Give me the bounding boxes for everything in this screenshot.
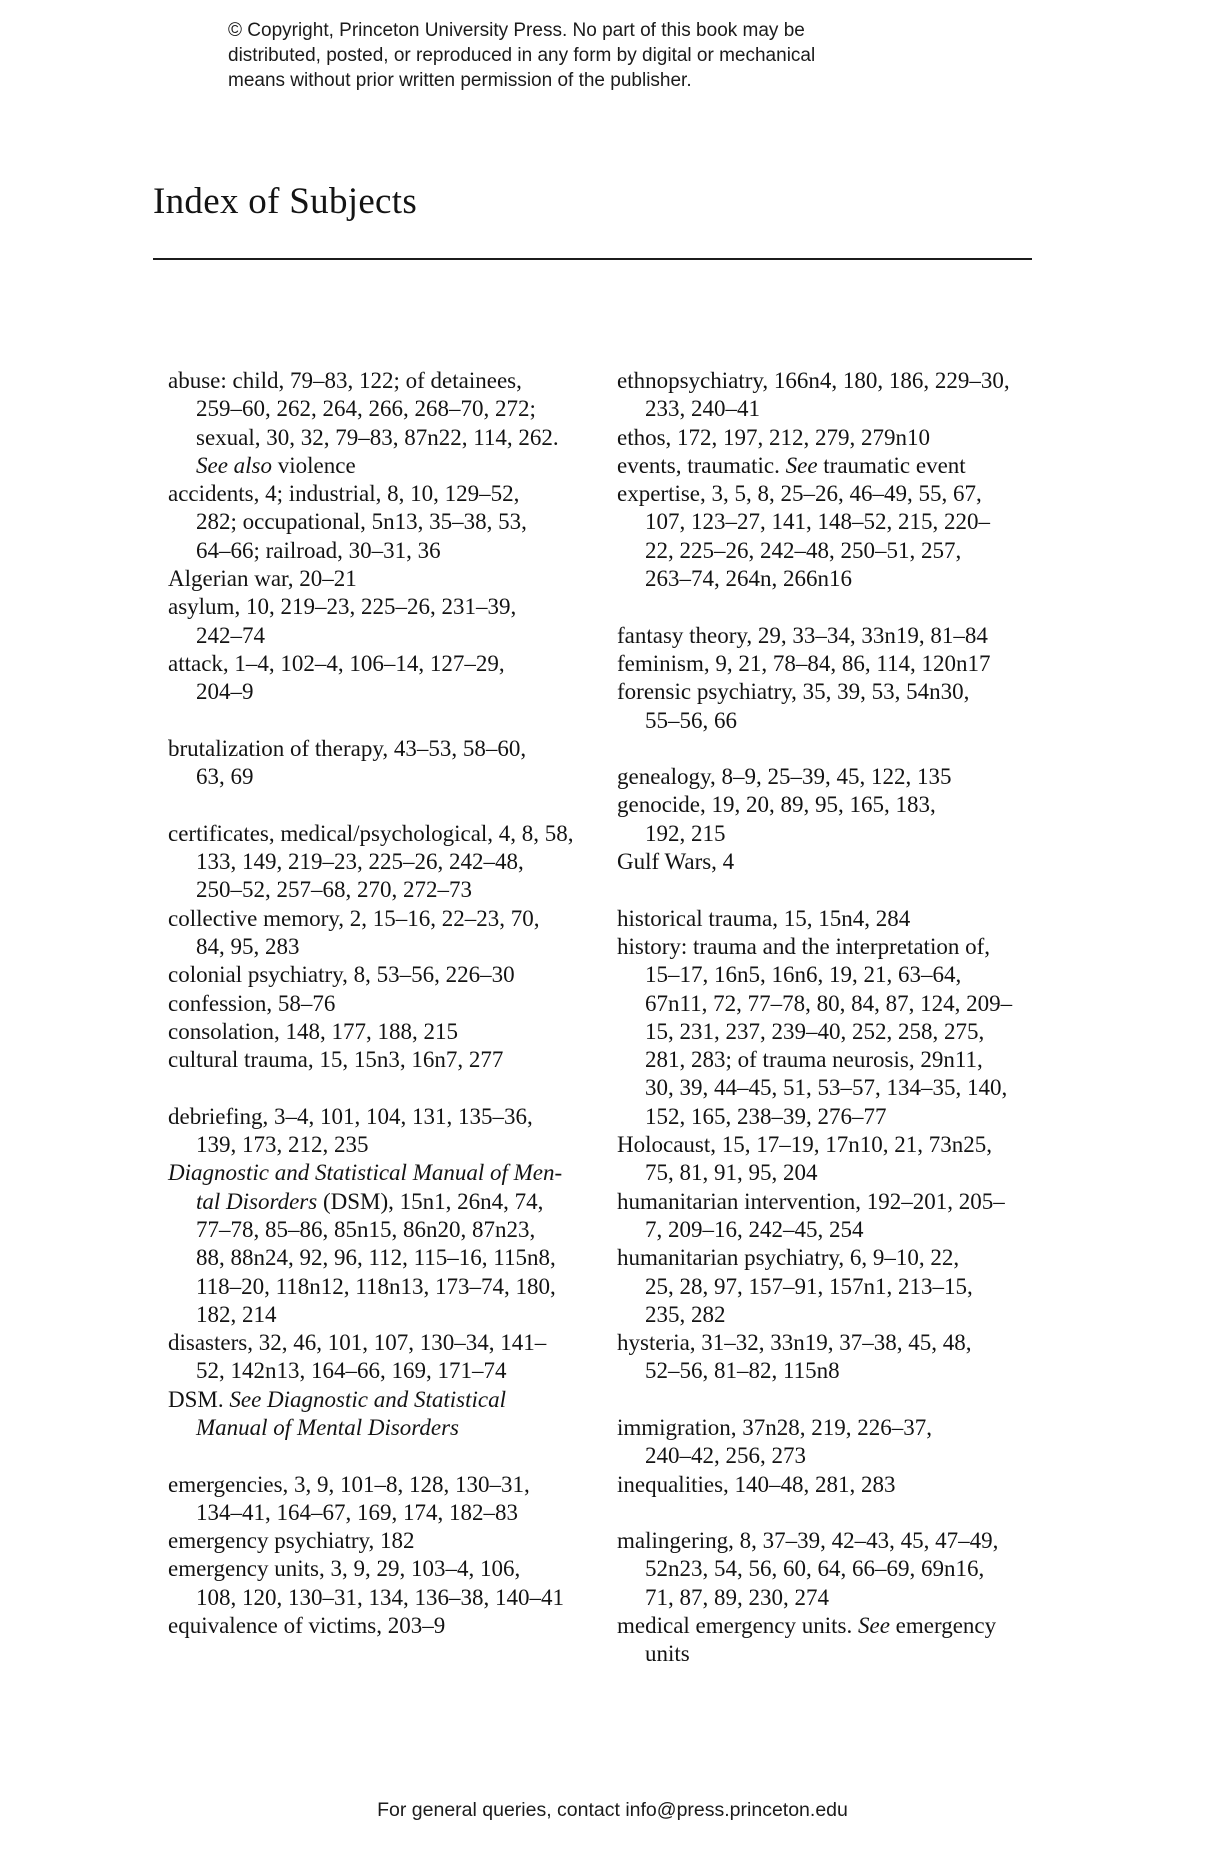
page-title: Index of Subjects [153, 181, 418, 222]
index-line [168, 1301, 598, 1329]
index-line-segment: 71, 87, 89, 230, 274 [645, 1584, 829, 1610]
index-line-segment: medical emergency units. [617, 1613, 858, 1639]
index-line-italic-segment: Manual of Mental Disorders [196, 1414, 459, 1440]
index-line-segment: genocide, 19, 20, 89, 95, 165, 183, [617, 792, 936, 818]
index-line-segment: 25, 28, 97, 157–91, 157n1, 213–15, [645, 1273, 973, 1299]
index-line [168, 1159, 598, 1187]
index-line [617, 650, 1087, 678]
index-line-segment: 30, 39, 44–45, 51, 53–57, 134–35, 140, [645, 1075, 1008, 1101]
index-line [168, 1471, 598, 1499]
copyright-notice-line: distributed, posted, or reproduced in any form by digital or mechanical [228, 45, 816, 66]
index-line [168, 961, 598, 989]
index-line-segment: equivalence of victims, 203–9 [168, 1613, 446, 1639]
index-line-segment: history: trauma and the interpretation of, [617, 933, 990, 959]
index-line [168, 1216, 598, 1244]
index-line [168, 735, 598, 763]
index-line-segment: Holocaust, 15, 17–19, 17n10, 21, 73n25, [617, 1132, 993, 1158]
index-line [617, 508, 1087, 536]
index-line-segment: consolation, 148, 177, 188, 215 [168, 1018, 459, 1044]
index-line [168, 395, 598, 423]
index-line-segment: 282; occupational, 5n13, 35–38, 53, [196, 509, 527, 535]
index-line-segment: ethnopsychiatry, 166n4, 180, 186, 229–30, [617, 368, 1010, 393]
index-line-segment: 133, 149, 219–23, 225–26, 242–48, [196, 849, 524, 875]
index-line-segment: 108, 120, 130–31, 134, 136–38, 140–41 [196, 1584, 564, 1610]
index-line [617, 848, 1087, 876]
index-line [617, 1103, 1087, 1131]
index-line [168, 1386, 598, 1414]
index-line-segment: Algerian war, 20–21 [168, 566, 357, 592]
index-line [168, 1103, 598, 1131]
index-line-segment: 63, 69 [196, 764, 254, 790]
copyright-notice-line: © Copyright, Princeton University Press. No part of this book may be [228, 20, 805, 41]
index-line-segment: confession, 58–76 [168, 990, 336, 1016]
index-line [617, 1329, 1087, 1357]
index-line-segment: 75, 81, 91, 95, 204 [645, 1160, 818, 1186]
index-line-segment: Gulf Wars, 4 [617, 849, 735, 875]
index-blank-line [617, 1499, 1087, 1527]
index-line [617, 480, 1087, 508]
index-blank-line [617, 735, 1087, 763]
index-line [617, 820, 1087, 848]
index-line [617, 1074, 1087, 1102]
index-line [617, 763, 1087, 791]
index-line [168, 1357, 598, 1385]
index-line [168, 1527, 598, 1555]
index-line [617, 1442, 1087, 1470]
index-line [617, 452, 1087, 480]
index-line-segment: 52–56, 81–82, 115n8 [645, 1358, 840, 1384]
index-line-segment: 52, 142n13, 164–66, 169, 171–74 [196, 1358, 507, 1384]
index-line-segment: 118–20, 118n12, 118n13, 173–74, 180, [196, 1273, 556, 1299]
index-line-segment: (DSM), 15n1, 26n4, 74, [317, 1188, 544, 1214]
index-line [168, 1584, 598, 1612]
index-line [168, 480, 598, 508]
index-line-italic-segment: See [858, 1613, 890, 1639]
index-line [617, 1018, 1087, 1046]
index-line-segment: inequalities, 140–48, 281, 283 [617, 1471, 896, 1497]
index-line-segment: debriefing, 3–4, 101, 104, 131, 135–36, [168, 1103, 533, 1129]
index-line-segment: colonial psychiatry, 8, 53–56, 226–30 [168, 962, 515, 988]
index-line-segment: forensic psychiatry, 35, 39, 53, 54n30, [617, 679, 970, 705]
index-line-segment: abuse: child, 79–83, 122; of detainees, [168, 368, 522, 393]
index-line-italic-segment: See also [196, 452, 273, 478]
index-blank-line [168, 707, 598, 735]
index-line [168, 1273, 598, 1301]
index-line [617, 707, 1087, 735]
index-line-segment: collective memory, 2, 15–16, 22–23, 70, [168, 905, 540, 931]
index-line [168, 650, 598, 678]
index-line-segment: events, traumatic. [617, 452, 786, 478]
index-line [168, 1046, 598, 1074]
index-line-segment: 15, 231, 237, 239–40, 252, 258, 275, [645, 1018, 985, 1044]
index-line [617, 1301, 1087, 1329]
index-line-segment: emergency psychiatry, 182 [168, 1528, 415, 1554]
index-line [617, 961, 1087, 989]
index-line [617, 1159, 1087, 1187]
index-line [168, 678, 598, 706]
index-line [168, 452, 598, 480]
index-line [617, 1131, 1087, 1159]
index-line-segment: expertise, 3, 5, 8, 25–26, 46–49, 55, 67, [617, 481, 982, 507]
index-line-segment: hysteria, 31–32, 33n19, 37–38, 45, 48, [617, 1330, 972, 1356]
copyright-notice [228, 18, 815, 93]
title-rule [153, 258, 1032, 260]
index-line [617, 537, 1087, 565]
index-line [168, 1018, 598, 1046]
index-line-segment: 204–9 [196, 679, 254, 705]
index-line [617, 1216, 1087, 1244]
index-line-segment: 139, 173, 212, 235 [196, 1132, 369, 1158]
index-line [168, 990, 598, 1018]
index-line-segment: emergency units, 3, 9, 29, 103–4, 106, [168, 1556, 521, 1582]
index-line-segment: 240–42, 256, 273 [645, 1443, 806, 1469]
index-line [617, 1471, 1087, 1499]
index-line-segment: 233, 240–41 [645, 396, 760, 422]
index-line-segment: emergencies, 3, 9, 101–8, 128, 130–31, [168, 1471, 530, 1497]
index-blank-line [168, 1442, 598, 1470]
index-line-segment: attack, 1–4, 102–4, 106–14, 127–29, [168, 650, 505, 676]
index-line-segment: historical trauma, 15, 15n4, 284 [617, 905, 911, 931]
index-line-segment: 52n23, 54, 56, 60, 64, 66–69, 69n16, [645, 1556, 985, 1582]
index-line [617, 905, 1087, 933]
index-line [168, 367, 598, 395]
index-line-segment: violence [272, 452, 356, 478]
index-line-segment: sexual, 30, 32, 79–83, 87n22, 114, 262. [196, 424, 559, 450]
index-line-segment: 281, 283; of trauma neurosis, 29n11, [645, 1047, 983, 1073]
index-line-segment: emergency [889, 1613, 997, 1639]
index-line-segment: 250–52, 257–68, 270, 272–73 [196, 877, 472, 903]
index-line-segment: 7, 209–16, 242–45, 254 [645, 1216, 864, 1242]
index-blank-line [617, 1386, 1087, 1414]
index-blank-line [168, 791, 598, 819]
index-line [617, 622, 1087, 650]
index-line [617, 1244, 1087, 1272]
index-line [168, 565, 598, 593]
index-line-segment: 182, 214 [196, 1301, 277, 1327]
index-line [617, 1640, 1087, 1668]
index-line-segment: 242–74 [196, 622, 265, 648]
index-blank-line [168, 1074, 598, 1102]
index-line-italic-segment: Diagnostic and Statistical Manual of Men- [168, 1160, 563, 1186]
contact-footer: For general queries, contact info@press.princeton.edu [377, 1799, 848, 1821]
index-line-segment: fantasy theory, 29, 33–34, 33n19, 81–84 [617, 622, 988, 648]
index-line-segment: feminism, 9, 21, 78–84, 86, 114, 120n17 [617, 650, 991, 676]
index-line-italic-segment: tal Disorders [196, 1188, 318, 1214]
index-line-segment: malingering, 8, 37–39, 42–43, 45, 47–49, [617, 1528, 999, 1554]
index-line-segment: 259–60, 262, 264, 266, 268–70, 272; [196, 396, 536, 422]
index-line-segment: 263–74, 264n, 266n16 [645, 566, 852, 592]
index-line [168, 593, 598, 621]
index-column-left [168, 367, 598, 1640]
index-line [168, 1612, 598, 1640]
index-line-segment: 84, 95, 283 [196, 933, 300, 959]
index-line [617, 424, 1087, 452]
index-line [617, 1188, 1087, 1216]
index-line [617, 1273, 1087, 1301]
index-line [168, 1555, 598, 1583]
index-line-segment: brutalization of therapy, 43–53, 58–60, [168, 735, 527, 761]
index-line [168, 933, 598, 961]
index-line [168, 424, 598, 452]
index-line [617, 565, 1087, 593]
index-line [168, 1244, 598, 1272]
index-line [168, 848, 598, 876]
index-line-segment: immigration, 37n28, 219, 226–37, [617, 1414, 932, 1440]
index-line [168, 905, 598, 933]
index-line [617, 1584, 1087, 1612]
index-line-segment: 77–78, 85–86, 85n15, 86n20, 87n23, [196, 1216, 536, 1242]
index-line [168, 763, 598, 791]
index-line-segment: cultural trauma, 15, 15n3, 16n7, 277 [168, 1047, 504, 1073]
index-line [617, 1357, 1087, 1385]
index-line [617, 933, 1087, 961]
index-line [168, 508, 598, 536]
index-line [168, 1131, 598, 1159]
index-column-right [617, 367, 1087, 1669]
index-line [168, 622, 598, 650]
index-line [617, 1414, 1087, 1442]
index-line-segment: asylum, 10, 219–23, 225–26, 231–39, [168, 594, 517, 620]
index-line-segment: certificates, medical/psychological, 4, 8, 58, [168, 820, 574, 846]
index-line-segment: 192, 215 [645, 820, 726, 846]
index-line-segment: genealogy, 8–9, 25–39, 45, 122, 135 [617, 764, 952, 790]
index-line-segment: humanitarian intervention, 192–201, 205– [617, 1188, 1005, 1214]
index-line-segment: 88, 88n24, 92, 96, 112, 115–16, 115n8, [196, 1245, 556, 1271]
index-line-italic-segment: See Diagnostic and Statistical [229, 1386, 506, 1412]
index-line-segment: 55–56, 66 [645, 707, 737, 733]
index-line [168, 537, 598, 565]
index-line-segment: accidents, 4; industrial, 8, 10, 129–52, [168, 481, 520, 507]
index-line-italic-segment: See [785, 452, 818, 478]
index-line-segment: ethos, 172, 197, 212, 279, 279n10 [617, 424, 931, 450]
index-line-segment: 107, 123–27, 141, 148–52, 215, 220– [645, 509, 990, 535]
index-line [617, 367, 1087, 395]
index-line-segment: 22, 225–26, 242–48, 250–51, 257, [645, 537, 962, 563]
index-line-segment: humanitarian psychiatry, 6, 9–10, 22, [617, 1245, 960, 1271]
index-line [168, 1499, 598, 1527]
index-line [617, 1555, 1087, 1583]
index-line-segment: traumatic event [817, 452, 966, 478]
index-blank-line [617, 876, 1087, 904]
index-line [168, 1329, 598, 1357]
index-line [168, 876, 598, 904]
index-line [617, 791, 1087, 819]
index-line [617, 990, 1087, 1018]
index-line [617, 1527, 1087, 1555]
index-line [617, 1612, 1087, 1640]
index-line-segment: 67n11, 72, 77–78, 80, 84, 87, 124, 209– [645, 990, 1013, 1016]
index-line [168, 1414, 598, 1442]
index-line [617, 395, 1087, 423]
index-line-segment: disasters, 32, 46, 101, 107, 130–34, 141– [168, 1330, 547, 1356]
index-line [168, 820, 598, 848]
index-line [168, 1188, 598, 1216]
index-line-segment: 64–66; railroad, 30–31, 36 [196, 537, 441, 563]
index-line-segment: units [645, 1641, 690, 1667]
index-line [617, 1046, 1087, 1074]
index-line-segment: 15–17, 16n5, 16n6, 19, 21, 63–64, [645, 962, 962, 988]
index-line-segment: 152, 165, 238–39, 276–77 [645, 1103, 887, 1129]
index-line-segment: 235, 282 [645, 1301, 726, 1327]
index-line [617, 678, 1087, 706]
copyright-notice-line: means without prior written permission of the publisher. [228, 70, 692, 91]
index-blank-line [617, 593, 1087, 621]
index-line-segment: DSM. [168, 1386, 230, 1412]
index-line-segment: 134–41, 164–67, 169, 174, 182–83 [196, 1499, 518, 1525]
